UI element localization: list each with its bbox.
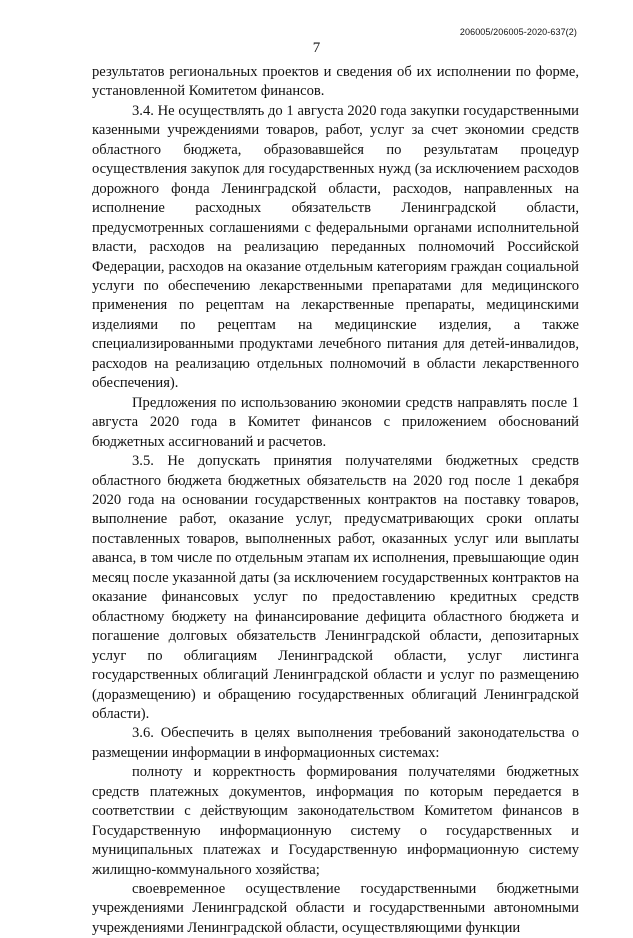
paragraph-savings-proposals: Предложения по использованию экономии средств направлять после 1 августа 2020 года в Комитет финансов с приложением обоснований бюджетных ассигнований и расчетов. — [92, 394, 579, 450]
paragraph-3-5: 3.5. Не допускать принятия получателями бюджетных средств областного бюджета бюджетных обязательств на 2020 год после 1 декабря 2020 года на основании государственных контрактов на поставку товаров, выполнение работ, оказание услуг, предусматривающих сроки оплаты поставленных товаров, выполненных работ, оказанных услуг или выплаты аванса, в том числе по отдельным этапам их исполнения, превышающие один месяц после указанной даты (за исключением государственных контрактов на оказание финансовых услуг по предоставлению кредитных средств областному бюджету на финансирование дефицита областного бюджета и погашение долговых обязательств Ленинградской области, депозитарных услуг по облигациям Ленинградской области, услуг листинга государственных облигаций Ленинградской области и услуг по размещению (доразмещению) и обращению государственных облигаций Ленинградской области). — [92, 453, 579, 722]
paragraph-3-6: 3.6. Обеспечить в целях выполнения требований законодательства о размещении информации в информационных системах: — [92, 725, 579, 761]
paragraph-timely-execution: своевременное осуществление государственными бюджетными учреждениями Ленинградской области и государственными автономными учреждениями Ленинградской области, осуществляющими функции — [92, 881, 579, 936]
page-number: 7 — [312, 40, 321, 56]
paragraph-continuation: результатов региональных проектов и сведения об их исполнении по форме, установленной Комитетом финансов. — [92, 64, 579, 100]
document-body — [92, 63, 579, 938]
paragraph-payment-documents: полноту и корректность формирования получателями бюджетных средств платежных документов, информация по которым передается в соответствии с действующим законодательством Комитетом финансов в Государственную информационную систему о государственных и муниципальных платежах и Государственную информационную систему жилищно-коммунального хозяйства; — [92, 764, 579, 878]
document-registration-number: 206005/206005-2020-637(2) — [459, 27, 577, 37]
paragraph-3-4: 3.4. Не осуществлять до 1 августа 2020 года закупки государственными казенными учреждениями товаров, работ, услуг за счет экономии средств областного бюджета, образовавшейся по результатам процедур осуществления закупок для государственных нужд (за исключением расходов дорожного фонда Ленинградской области, расходов, направленных на исполнение расходных обязательств Ленинградской области, предусмотренных соглашениями с федеральными органами исполнительной власти, расходов на реализацию переданных полномочий Российской Федерации, расходов на оказание отдельным категориям граждан социальной услуги по обеспечению лекарственными препаратами для медицинского применения по рецептам на лекарственные препараты, медицинскими изделиями по рецептам на медицинские изделия, а также специализированными продуктами лечебного питания для детей-инвалидов, расходов на реализацию отдельных полномочий в области лекарственного обеспечения). — [92, 102, 579, 392]
